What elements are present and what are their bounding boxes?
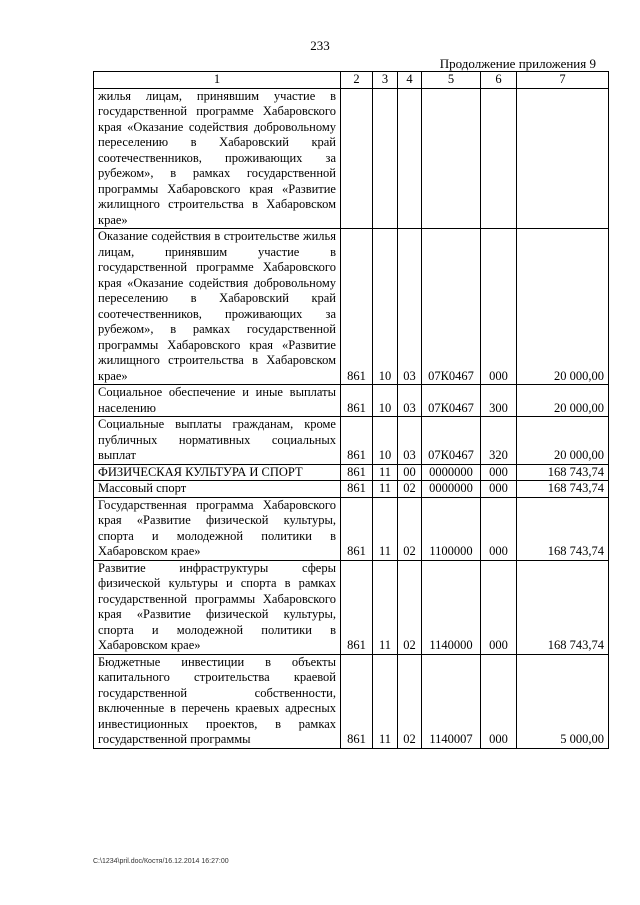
row-description: ФИЗИЧЕСКАЯ КУЛЬТУРА И СПОРТ [94,464,341,481]
cell-section: 10 [373,229,398,385]
cell-section [373,88,398,229]
cell-ministry: 861 [341,481,373,498]
col-header: 3 [373,72,398,89]
col-header: 4 [398,72,422,89]
cell-expense-type: 000 [481,560,517,654]
row-description: Массовый спорт [94,481,341,498]
cell-subsection: 03 [398,417,422,465]
table-row [94,497,609,560]
table-row [94,88,609,229]
table-row [94,560,609,654]
cell-target-article: 1140007 [422,654,481,748]
cell-expense-type: 000 [481,497,517,560]
table-row [94,464,609,481]
cell-ministry: 861 [341,654,373,748]
cell-amount: 20 000,00 [517,229,609,385]
cell-section: 11 [373,654,398,748]
cell-expense-type: 000 [481,464,517,481]
row-description: Оказание содействия в строительстве жилья лицам, принявшим участие в государственной программе Хабаровского края «Оказание содействия добровольному переселению в Хабаровский край соотечественников, проживающих за рубежом», в рамках государственной программы Хабаровского края «Развитие жилищного строительства в Хабаровском крае» [94,229,341,385]
cell-expense-type: 300 [481,385,517,417]
table-row [94,229,609,385]
cell-subsection [398,88,422,229]
row-description: Бюджетные инвестиции в объекты капитального строительства краевой государственной собственности, включенные в перечень краевых адресных инвестиционных проектов, в рамках государственной программы [94,654,341,748]
cell-ministry: 861 [341,229,373,385]
cell-subsection: 02 [398,497,422,560]
table-row [94,417,609,465]
row-description: Развитие инфраструктуры сферы физической культуры и спорта в рамках государственной программы Хабаровского края «Развитие физической культуры, спорта и молодежной политики в Хабаровском крае» [94,560,341,654]
cell-target-article: 07К0467 [422,229,481,385]
cell-section: 11 [373,560,398,654]
cell-amount [517,88,609,229]
cell-amount: 20 000,00 [517,385,609,417]
cell-ministry: 861 [341,560,373,654]
cell-target-article [422,88,481,229]
cell-expense-type: 000 [481,229,517,385]
cell-ministry: 861 [341,464,373,481]
cell-section: 11 [373,497,398,560]
cell-subsection: 03 [398,229,422,385]
cell-subsection: 02 [398,481,422,498]
cell-ministry: 861 [341,417,373,465]
header-row [94,72,609,89]
cell-amount: 168 743,74 [517,464,609,481]
budget-table [93,71,609,749]
cell-section: 10 [373,417,398,465]
cell-ministry [341,88,373,229]
row-description: Государственная программа Хабаровского края «Развитие физической культуры, спорта и молодежной политики в Хабаровском крае» [94,497,341,560]
cell-amount: 168 743,74 [517,481,609,498]
col-header: 2 [341,72,373,89]
cell-target-article: 0000000 [422,481,481,498]
cell-amount: 5 000,00 [517,654,609,748]
cell-target-article: 07К0467 [422,417,481,465]
file-path-footer: C:\1234\pril.doc/Костя/16.12.2014 16:27:00 [93,858,229,865]
cell-subsection: 02 [398,654,422,748]
table-row [94,654,609,748]
col-header: 1 [94,72,341,89]
row-description: жилья лицам, принявшим участие в государственной программе Хабаровского края «Оказание содействия добровольному переселению в Хабаровский край соотечественников, проживающих за рубежом», в рамках государственной программы Хабаровского края «Развитие жилищного строительства в Хабаровском крае» [94,88,341,229]
continuation-label: Продолжение приложения 9 [439,56,596,71]
cell-section: 11 [373,464,398,481]
cell-amount: 20 000,00 [517,417,609,465]
cell-section: 10 [373,385,398,417]
cell-amount: 168 743,74 [517,497,609,560]
table-row [94,481,609,498]
cell-subsection: 02 [398,560,422,654]
cell-expense-type: 000 [481,654,517,748]
cell-amount: 168 743,74 [517,560,609,654]
cell-expense-type [481,88,517,229]
cell-ministry: 861 [341,385,373,417]
cell-subsection: 00 [398,464,422,481]
row-description: Социальное обеспечение и иные выплаты населению [94,385,341,417]
col-header: 7 [517,72,609,89]
cell-subsection: 03 [398,385,422,417]
col-header: 6 [481,72,517,89]
cell-ministry: 861 [341,497,373,560]
col-header: 5 [422,72,481,89]
cell-target-article: 1140000 [422,560,481,654]
cell-target-article: 0000000 [422,464,481,481]
page-number: 233 [310,38,330,53]
cell-expense-type: 320 [481,417,517,465]
cell-section: 11 [373,481,398,498]
row-description: Социальные выплаты гражданам, кроме публичных нормативных социальных выплат [94,417,341,465]
cell-expense-type: 000 [481,481,517,498]
table-row [94,385,609,417]
cell-target-article: 1100000 [422,497,481,560]
cell-target-article: 07К0467 [422,385,481,417]
